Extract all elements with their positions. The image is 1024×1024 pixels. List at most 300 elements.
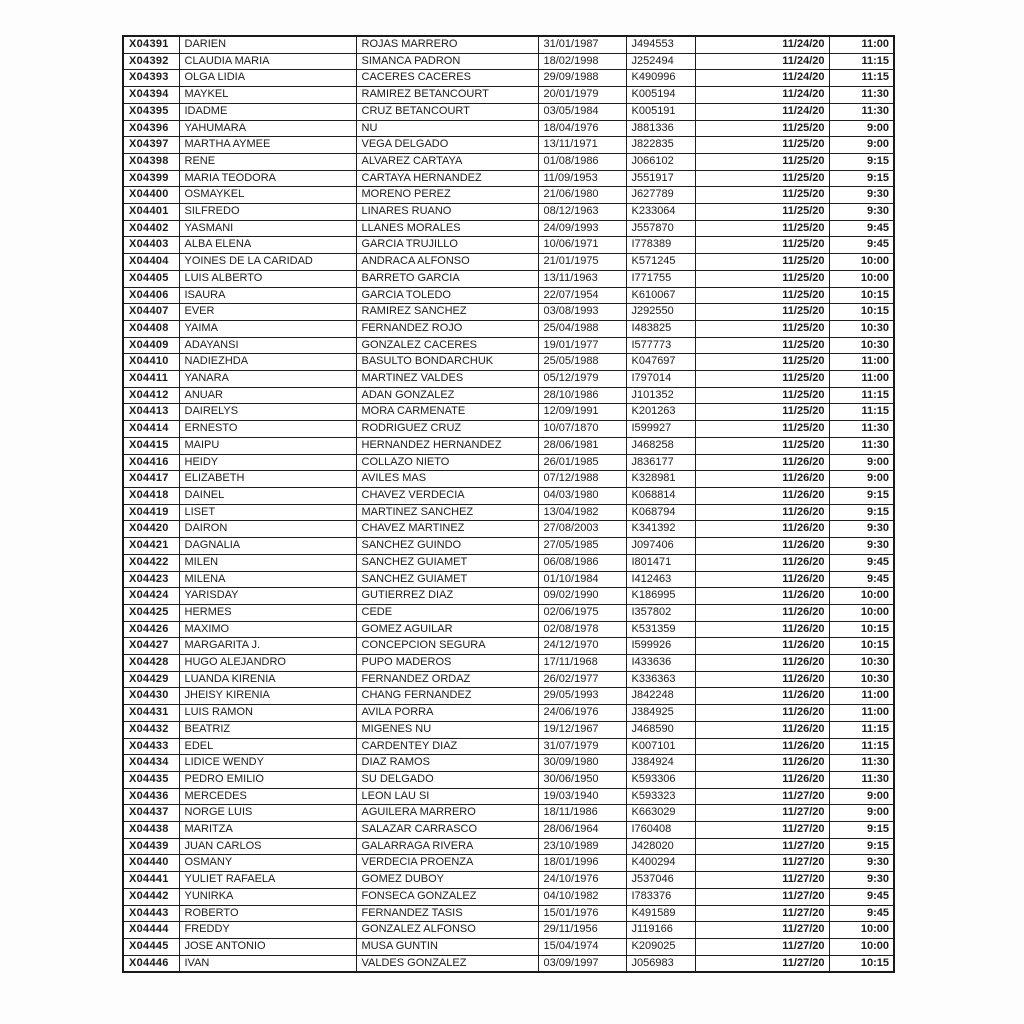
cell-appointment-time: 9:30 bbox=[829, 187, 894, 204]
cell-appointment-date: 11/26/20 bbox=[695, 588, 829, 605]
cell-document-number: K005191 bbox=[626, 103, 695, 120]
cell-last-name: CARTAYA HERNANDEZ bbox=[356, 170, 538, 187]
cell-appointment-time: 11:30 bbox=[829, 421, 894, 438]
cell-first-name: OLGA LIDIA bbox=[179, 70, 356, 87]
cell-first-name: YOINES DE LA CARIDAD bbox=[179, 254, 356, 271]
cell-record-id: X04399 bbox=[123, 170, 179, 187]
cell-record-id: X04394 bbox=[123, 87, 179, 104]
cell-record-id: X04423 bbox=[123, 571, 179, 588]
cell-last-name: AVILA PORRA bbox=[356, 705, 538, 722]
cell-first-name: ELIZABETH bbox=[179, 471, 356, 488]
cell-document-number: J384924 bbox=[626, 755, 695, 772]
cell-appointment-date: 11/26/20 bbox=[695, 621, 829, 638]
cell-appointment-date: 11/25/20 bbox=[695, 270, 829, 287]
cell-appointment-time: 9:00 bbox=[829, 471, 894, 488]
table-row bbox=[123, 53, 894, 70]
table-row bbox=[123, 371, 894, 388]
cell-appointment-time: 9:45 bbox=[829, 905, 894, 922]
cell-first-name: MILEN bbox=[179, 554, 356, 571]
cell-appointment-time: 11:30 bbox=[829, 771, 894, 788]
cell-appointment-time: 9:00 bbox=[829, 454, 894, 471]
cell-appointment-date: 11/26/20 bbox=[695, 738, 829, 755]
cell-record-id: X04445 bbox=[123, 938, 179, 955]
cell-document-number: K593323 bbox=[626, 788, 695, 805]
cell-appointment-date: 11/27/20 bbox=[695, 955, 829, 972]
cell-appointment-date: 11/25/20 bbox=[695, 320, 829, 337]
cell-birth-date: 18/01/1996 bbox=[538, 855, 626, 872]
table-row bbox=[123, 604, 894, 621]
cell-appointment-time: 10:00 bbox=[829, 922, 894, 939]
cell-appointment-time: 9:45 bbox=[829, 554, 894, 571]
cell-last-name: LINARES RUANO bbox=[356, 204, 538, 221]
table-row bbox=[123, 254, 894, 271]
table-row bbox=[123, 70, 894, 87]
cell-birth-date: 29/09/1988 bbox=[538, 70, 626, 87]
cell-first-name: YAIMA bbox=[179, 320, 356, 337]
cell-appointment-date: 11/26/20 bbox=[695, 771, 829, 788]
cell-appointment-time: 9:15 bbox=[829, 822, 894, 839]
cell-birth-date: 24/06/1976 bbox=[538, 705, 626, 722]
cell-last-name: GARCIA TRUJILLO bbox=[356, 237, 538, 254]
cell-last-name: LLANES MORALES bbox=[356, 220, 538, 237]
cell-document-number: J428020 bbox=[626, 838, 695, 855]
cell-appointment-time: 11:00 bbox=[829, 705, 894, 722]
cell-record-id: X04438 bbox=[123, 822, 179, 839]
cell-record-id: X04398 bbox=[123, 153, 179, 170]
cell-appointment-date: 11/25/20 bbox=[695, 204, 829, 221]
table-row bbox=[123, 655, 894, 672]
cell-record-id: X04418 bbox=[123, 487, 179, 504]
cell-document-number: J627789 bbox=[626, 187, 695, 204]
cell-appointment-date: 11/25/20 bbox=[695, 254, 829, 271]
cell-record-id: X04395 bbox=[123, 103, 179, 120]
cell-last-name: CARDENTEY DIAZ bbox=[356, 738, 538, 755]
table-row bbox=[123, 404, 894, 421]
cell-appointment-date: 11/27/20 bbox=[695, 855, 829, 872]
cell-last-name: DIAZ RAMOS bbox=[356, 755, 538, 772]
cell-last-name: CEDE bbox=[356, 604, 538, 621]
cell-document-number: J097406 bbox=[626, 538, 695, 555]
cell-last-name: FERNANDEZ ROJO bbox=[356, 320, 538, 337]
table-row bbox=[123, 888, 894, 905]
cell-last-name: VERDECIA PROENZA bbox=[356, 855, 538, 872]
cell-last-name: FERNANDEZ ORDAZ bbox=[356, 671, 538, 688]
cell-first-name: BEATRIZ bbox=[179, 721, 356, 738]
table-row bbox=[123, 671, 894, 688]
cell-birth-date: 02/08/1978 bbox=[538, 621, 626, 638]
cell-first-name: MAYKEL bbox=[179, 87, 356, 104]
cell-birth-date: 28/06/1981 bbox=[538, 437, 626, 454]
cell-birth-date: 19/03/1940 bbox=[538, 788, 626, 805]
cell-last-name: GOMEZ DUBOY bbox=[356, 872, 538, 889]
cell-last-name: SANCHEZ GUINDO bbox=[356, 538, 538, 555]
cell-appointment-date: 11/26/20 bbox=[695, 671, 829, 688]
cell-record-id: X04422 bbox=[123, 554, 179, 571]
cell-document-number: J822835 bbox=[626, 137, 695, 154]
cell-document-number: J842248 bbox=[626, 688, 695, 705]
cell-record-id: X04401 bbox=[123, 204, 179, 221]
cell-document-number: J551917 bbox=[626, 170, 695, 187]
cell-last-name: GOMEZ AGUILAR bbox=[356, 621, 538, 638]
cell-birth-date: 13/11/1971 bbox=[538, 137, 626, 154]
cell-birth-date: 15/01/1976 bbox=[538, 905, 626, 922]
cell-document-number: J494553 bbox=[626, 36, 695, 53]
table-row bbox=[123, 204, 894, 221]
cell-last-name: SANCHEZ GUIAMET bbox=[356, 554, 538, 571]
cell-appointment-date: 11/24/20 bbox=[695, 87, 829, 104]
cell-last-name: CACERES CACERES bbox=[356, 70, 538, 87]
cell-last-name: GONZALEZ CACERES bbox=[356, 337, 538, 354]
cell-appointment-date: 11/26/20 bbox=[695, 571, 829, 588]
cell-appointment-time: 9:00 bbox=[829, 805, 894, 822]
cell-record-id: X04416 bbox=[123, 454, 179, 471]
cell-record-id: X04402 bbox=[123, 220, 179, 237]
table-row bbox=[123, 788, 894, 805]
cell-appointment-time: 10:15 bbox=[829, 304, 894, 321]
cell-document-number: J468258 bbox=[626, 437, 695, 454]
cell-first-name: LISET bbox=[179, 504, 356, 521]
cell-document-number: I599927 bbox=[626, 421, 695, 438]
cell-last-name: CRUZ BETANCOURT bbox=[356, 103, 538, 120]
cell-appointment-time: 11:15 bbox=[829, 738, 894, 755]
cell-last-name: GALARRAGA RIVERA bbox=[356, 838, 538, 855]
cell-document-number: J836177 bbox=[626, 454, 695, 471]
cell-appointment-date: 11/24/20 bbox=[695, 36, 829, 53]
cell-appointment-date: 11/24/20 bbox=[695, 103, 829, 120]
cell-record-id: X04444 bbox=[123, 922, 179, 939]
cell-first-name: ROBERTO bbox=[179, 905, 356, 922]
cell-birth-date: 28/10/1986 bbox=[538, 387, 626, 404]
cell-record-id: X04408 bbox=[123, 320, 179, 337]
cell-last-name: SIMANCA PADRON bbox=[356, 53, 538, 70]
table-row bbox=[123, 955, 894, 972]
table-row bbox=[123, 287, 894, 304]
cell-first-name: LUANDA KIRENIA bbox=[179, 671, 356, 688]
cell-appointment-date: 11/26/20 bbox=[695, 504, 829, 521]
cell-last-name: VEGA DELGADO bbox=[356, 137, 538, 154]
table-row bbox=[123, 421, 894, 438]
table-row bbox=[123, 822, 894, 839]
cell-appointment-time: 11:30 bbox=[829, 103, 894, 120]
cell-document-number: I778389 bbox=[626, 237, 695, 254]
cell-appointment-time: 9:30 bbox=[829, 538, 894, 555]
cell-appointment-date: 11/25/20 bbox=[695, 120, 829, 137]
cell-record-id: X04432 bbox=[123, 721, 179, 738]
cell-first-name: EDEL bbox=[179, 738, 356, 755]
cell-first-name: HEIDY bbox=[179, 454, 356, 471]
cell-document-number: K068814 bbox=[626, 487, 695, 504]
cell-birth-date: 01/08/1986 bbox=[538, 153, 626, 170]
cell-appointment-time: 11:15 bbox=[829, 404, 894, 421]
cell-document-number: I599926 bbox=[626, 638, 695, 655]
cell-record-id: X04406 bbox=[123, 287, 179, 304]
cell-birth-date: 09/02/1990 bbox=[538, 588, 626, 605]
cell-appointment-date: 11/27/20 bbox=[695, 872, 829, 889]
cell-birth-date: 02/06/1975 bbox=[538, 604, 626, 621]
cell-birth-date: 20/01/1979 bbox=[538, 87, 626, 104]
cell-document-number: I771755 bbox=[626, 270, 695, 287]
cell-document-number: K005194 bbox=[626, 87, 695, 104]
cell-birth-date: 03/05/1984 bbox=[538, 103, 626, 120]
cell-appointment-time: 11:30 bbox=[829, 87, 894, 104]
cell-appointment-time: 11:00 bbox=[829, 371, 894, 388]
cell-first-name: DAGNALIA bbox=[179, 538, 356, 555]
cell-appointment-date: 11/26/20 bbox=[695, 638, 829, 655]
cell-record-id: X04442 bbox=[123, 888, 179, 905]
cell-birth-date: 24/10/1976 bbox=[538, 872, 626, 889]
cell-first-name: JUAN CARLOS bbox=[179, 838, 356, 855]
cell-document-number: K663029 bbox=[626, 805, 695, 822]
cell-document-number: K328981 bbox=[626, 471, 695, 488]
table-row bbox=[123, 571, 894, 588]
cell-birth-date: 18/11/1986 bbox=[538, 805, 626, 822]
cell-last-name: MORA CARMENATE bbox=[356, 404, 538, 421]
cell-birth-date: 10/07/1870 bbox=[538, 421, 626, 438]
cell-document-number: J881336 bbox=[626, 120, 695, 137]
cell-last-name: MARTINEZ SANCHEZ bbox=[356, 504, 538, 521]
cell-first-name: DAIRELYS bbox=[179, 404, 356, 421]
cell-document-number: K610067 bbox=[626, 287, 695, 304]
table-row bbox=[123, 120, 894, 137]
cell-record-id: X04424 bbox=[123, 588, 179, 605]
cell-document-number: I412463 bbox=[626, 571, 695, 588]
cell-appointment-date: 11/27/20 bbox=[695, 938, 829, 955]
cell-birth-date: 23/10/1989 bbox=[538, 838, 626, 855]
cell-document-number: J101352 bbox=[626, 387, 695, 404]
cell-appointment-time: 10:00 bbox=[829, 270, 894, 287]
cell-birth-date: 10/06/1971 bbox=[538, 237, 626, 254]
cell-birth-date: 31/01/1987 bbox=[538, 36, 626, 53]
cell-appointment-time: 9:15 bbox=[829, 153, 894, 170]
cell-last-name: MIGENES NU bbox=[356, 721, 538, 738]
cell-document-number: J384925 bbox=[626, 705, 695, 722]
cell-birth-date: 25/05/1988 bbox=[538, 354, 626, 371]
table-row bbox=[123, 304, 894, 321]
cell-appointment-time: 9:00 bbox=[829, 788, 894, 805]
table-row bbox=[123, 187, 894, 204]
cell-last-name: RAMIREZ BETANCOURT bbox=[356, 87, 538, 104]
cell-record-id: X04421 bbox=[123, 538, 179, 555]
cell-appointment-time: 9:15 bbox=[829, 838, 894, 855]
table-row bbox=[123, 153, 894, 170]
cell-document-number: I783376 bbox=[626, 888, 695, 905]
cell-birth-date: 13/11/1963 bbox=[538, 270, 626, 287]
cell-appointment-date: 11/27/20 bbox=[695, 805, 829, 822]
cell-appointment-time: 10:00 bbox=[829, 604, 894, 621]
table-row bbox=[123, 521, 894, 538]
cell-record-id: X04435 bbox=[123, 771, 179, 788]
cell-birth-date: 26/02/1977 bbox=[538, 671, 626, 688]
cell-appointment-time: 11:15 bbox=[829, 387, 894, 404]
cell-first-name: PEDRO EMILIO bbox=[179, 771, 356, 788]
cell-record-id: X04425 bbox=[123, 604, 179, 621]
cell-document-number: K233064 bbox=[626, 204, 695, 221]
cell-birth-date: 30/09/1980 bbox=[538, 755, 626, 772]
cell-last-name: CHANG FERNANDEZ bbox=[356, 688, 538, 705]
cell-document-number: K047697 bbox=[626, 354, 695, 371]
cell-first-name: IDADME bbox=[179, 103, 356, 120]
cell-document-number: K201263 bbox=[626, 404, 695, 421]
cell-birth-date: 19/01/1977 bbox=[538, 337, 626, 354]
cell-document-number: K186995 bbox=[626, 588, 695, 605]
table-row bbox=[123, 471, 894, 488]
cell-last-name: FERNANDEZ TASIS bbox=[356, 905, 538, 922]
cell-last-name: ANDRACA ALFONSO bbox=[356, 254, 538, 271]
cell-record-id: X04411 bbox=[123, 371, 179, 388]
cell-first-name: HERMES bbox=[179, 604, 356, 621]
cell-birth-date: 31/07/1979 bbox=[538, 738, 626, 755]
cell-appointment-date: 11/25/20 bbox=[695, 170, 829, 187]
cell-record-id: X04413 bbox=[123, 404, 179, 421]
cell-first-name: MARTHA AYMEE bbox=[179, 137, 356, 154]
cell-appointment-time: 9:45 bbox=[829, 888, 894, 905]
cell-last-name: SANCHEZ GUIAMET bbox=[356, 571, 538, 588]
cell-appointment-time: 9:45 bbox=[829, 237, 894, 254]
cell-last-name: COLLAZO NIETO bbox=[356, 454, 538, 471]
cell-document-number: J066102 bbox=[626, 153, 695, 170]
cell-last-name: SALAZAR CARRASCO bbox=[356, 822, 538, 839]
cell-first-name: LIDICE WENDY bbox=[179, 755, 356, 772]
cell-appointment-time: 9:00 bbox=[829, 120, 894, 137]
cell-document-number: K400294 bbox=[626, 855, 695, 872]
cell-document-number: K491589 bbox=[626, 905, 695, 922]
cell-birth-date: 24/12/1970 bbox=[538, 638, 626, 655]
table-row bbox=[123, 838, 894, 855]
table-row bbox=[123, 387, 894, 404]
cell-birth-date: 04/10/1982 bbox=[538, 888, 626, 905]
cell-appointment-time: 9:30 bbox=[829, 872, 894, 889]
cell-first-name: YAHUMARA bbox=[179, 120, 356, 137]
cell-record-id: X04409 bbox=[123, 337, 179, 354]
cell-appointment-time: 11:30 bbox=[829, 755, 894, 772]
cell-first-name: MILENA bbox=[179, 571, 356, 588]
table-row bbox=[123, 705, 894, 722]
cell-last-name: PUPO MADEROS bbox=[356, 655, 538, 672]
table-row bbox=[123, 621, 894, 638]
cell-record-id: X04440 bbox=[123, 855, 179, 872]
cell-last-name: VALDES GONZALEZ bbox=[356, 955, 538, 972]
cell-birth-date: 12/09/1991 bbox=[538, 404, 626, 421]
cell-record-id: X04405 bbox=[123, 270, 179, 287]
cell-appointment-time: 10:30 bbox=[829, 671, 894, 688]
table-row bbox=[123, 738, 894, 755]
cell-document-number: J119166 bbox=[626, 922, 695, 939]
table-row bbox=[123, 170, 894, 187]
table-row bbox=[123, 437, 894, 454]
cell-first-name: MAIPU bbox=[179, 437, 356, 454]
cell-record-id: X04431 bbox=[123, 705, 179, 722]
cell-last-name: MARTINEZ VALDES bbox=[356, 371, 538, 388]
cell-appointment-time: 10:15 bbox=[829, 955, 894, 972]
cell-birth-date: 15/04/1974 bbox=[538, 938, 626, 955]
cell-record-id: X04410 bbox=[123, 354, 179, 371]
cell-birth-date: 19/12/1967 bbox=[538, 721, 626, 738]
cell-birth-date: 21/01/1975 bbox=[538, 254, 626, 271]
cell-first-name: HUGO ALEJANDRO bbox=[179, 655, 356, 672]
cell-last-name: RODRIGUEZ CRUZ bbox=[356, 421, 538, 438]
table-row bbox=[123, 320, 894, 337]
table-row bbox=[123, 220, 894, 237]
cell-first-name: RENE bbox=[179, 153, 356, 170]
table-row bbox=[123, 855, 894, 872]
cell-appointment-time: 9:30 bbox=[829, 204, 894, 221]
cell-document-number: I797014 bbox=[626, 371, 695, 388]
cell-birth-date: 04/03/1980 bbox=[538, 487, 626, 504]
cell-last-name: BASULTO BONDARCHUK bbox=[356, 354, 538, 371]
cell-record-id: X04427 bbox=[123, 638, 179, 655]
cell-record-id: X04392 bbox=[123, 53, 179, 70]
cell-record-id: X04428 bbox=[123, 655, 179, 672]
cell-document-number: J056983 bbox=[626, 955, 695, 972]
cell-appointment-date: 11/26/20 bbox=[695, 655, 829, 672]
cell-record-id: X04400 bbox=[123, 187, 179, 204]
cell-first-name: YANARA bbox=[179, 371, 356, 388]
cell-appointment-time: 9:15 bbox=[829, 487, 894, 504]
cell-appointment-date: 11/24/20 bbox=[695, 53, 829, 70]
cell-first-name: YULIET RAFAELA bbox=[179, 872, 356, 889]
cell-last-name: MORENO PEREZ bbox=[356, 187, 538, 204]
cell-appointment-time: 10:00 bbox=[829, 254, 894, 271]
cell-document-number: K209025 bbox=[626, 938, 695, 955]
cell-document-number: I577773 bbox=[626, 337, 695, 354]
cell-appointment-date: 11/27/20 bbox=[695, 822, 829, 839]
cell-record-id: X04393 bbox=[123, 70, 179, 87]
cell-appointment-time: 10:30 bbox=[829, 337, 894, 354]
cell-last-name: FONSECA GONZALEZ bbox=[356, 888, 538, 905]
cell-appointment-date: 11/25/20 bbox=[695, 371, 829, 388]
cell-record-id: X04420 bbox=[123, 521, 179, 538]
cell-appointment-date: 11/26/20 bbox=[695, 721, 829, 738]
table-row bbox=[123, 504, 894, 521]
cell-appointment-date: 11/26/20 bbox=[695, 487, 829, 504]
cell-document-number: K490996 bbox=[626, 70, 695, 87]
cell-appointment-date: 11/26/20 bbox=[695, 454, 829, 471]
cell-document-number: K068794 bbox=[626, 504, 695, 521]
cell-record-id: X04434 bbox=[123, 755, 179, 772]
cell-record-id: X04415 bbox=[123, 437, 179, 454]
cell-appointment-date: 11/26/20 bbox=[695, 755, 829, 772]
cell-record-id: X04426 bbox=[123, 621, 179, 638]
cell-appointment-time: 11:00 bbox=[829, 36, 894, 53]
cell-birth-date: 21/06/1980 bbox=[538, 187, 626, 204]
cell-appointment-date: 11/26/20 bbox=[695, 471, 829, 488]
cell-appointment-date: 11/25/20 bbox=[695, 387, 829, 404]
cell-first-name: SILFREDO bbox=[179, 204, 356, 221]
cell-record-id: X04404 bbox=[123, 254, 179, 271]
cell-record-id: X04419 bbox=[123, 504, 179, 521]
table-row bbox=[123, 538, 894, 555]
cell-last-name: SU DELGADO bbox=[356, 771, 538, 788]
cell-birth-date: 06/08/1986 bbox=[538, 554, 626, 571]
cell-appointment-time: 11:15 bbox=[829, 70, 894, 87]
cell-first-name: DAIRON bbox=[179, 521, 356, 538]
cell-appointment-date: 11/25/20 bbox=[695, 337, 829, 354]
table-row bbox=[123, 487, 894, 504]
cell-appointment-time: 9:45 bbox=[829, 571, 894, 588]
cell-last-name: AGUILERA MARRERO bbox=[356, 805, 538, 822]
cell-document-number: K571245 bbox=[626, 254, 695, 271]
table-row bbox=[123, 721, 894, 738]
cell-birth-date: 18/02/1998 bbox=[538, 53, 626, 70]
table-row bbox=[123, 938, 894, 955]
cell-birth-date: 05/12/1979 bbox=[538, 371, 626, 388]
cell-appointment-time: 10:30 bbox=[829, 655, 894, 672]
cell-appointment-time: 9:30 bbox=[829, 521, 894, 538]
table-row bbox=[123, 354, 894, 371]
cell-appointment-time: 10:30 bbox=[829, 320, 894, 337]
cell-appointment-time: 10:15 bbox=[829, 287, 894, 304]
cell-record-id: X04443 bbox=[123, 905, 179, 922]
